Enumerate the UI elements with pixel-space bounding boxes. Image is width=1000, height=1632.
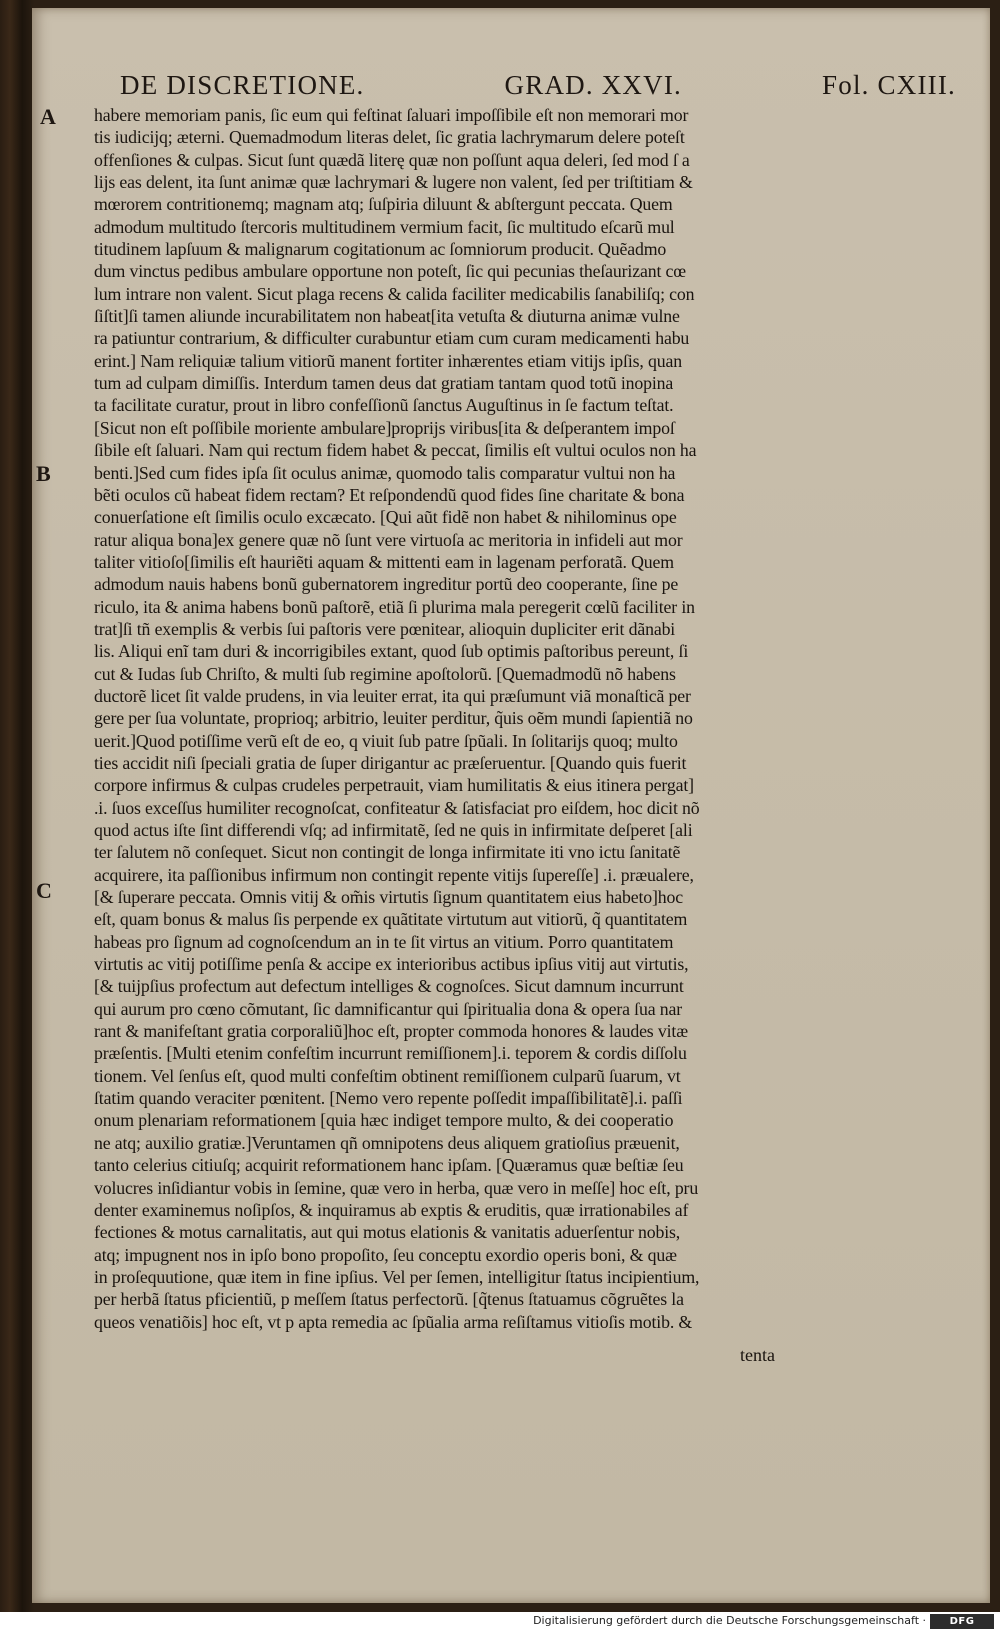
text-line: ſibile eſt ſaluari. Nam qui rectum fidem habet & peccat, ſimilis eſt vultui oculos non ha: [94, 440, 697, 461]
text-line: ta facilitate curatur, prout in libro confeſſionũ ſanctus Auguſtinus in ſe factum teſtat.: [94, 395, 674, 416]
running-head-grad: GRAD. XXVI.: [504, 70, 682, 100]
text-line: volucres inſidiantur vobis in ſemine, quæ vero in herba, quæ vero in meſſe] hoc eſt, pru: [94, 1177, 699, 1198]
text-line: taliter vitioſo[ſimilis eſt hauriẽti aquam & mittenti eam in lagenam perforatã. Quem: [94, 551, 674, 572]
text-line: queos venatiõis] hoc eſt, vt p apta remedia ac ſpũalia arma reſiſtamus vitioſis motib. &: [94, 1311, 693, 1332]
text-line: admodum nauis habens bonũ gubernatorem ingreditur portũ deo cooperante, ſine pe: [94, 574, 679, 595]
running-head-title: DE DISCRETIONE.: [120, 70, 365, 100]
text-line: cut & Iudas ſub Chriſto, & multi ſub regimine apoſtolorũ. [Quemadmodũ nõ habens: [94, 663, 676, 684]
text-line: titudinem lapſuum & malignarum cogitationum ac ſomniorum producit. Quẽadmo: [94, 239, 667, 260]
book-page: [32, 8, 990, 1603]
text-line: riculo, ita & anima habens bonũ paſtorẽ, etiã ſi plurima mala peregerit cœlũ faciliter in: [94, 596, 695, 617]
text-line: tum ad culpam dimiſſis. Interdum tamen deus dat gratiam tantam quod totũ inopina: [94, 373, 674, 394]
text-line: gere per ſua voluntate, proprioq; arbitrio, leuiter perditur, q̃uis oẽm mundi ſapientiã no: [94, 708, 693, 729]
text-line: habere memoriam panis, ſic eum qui feſtinat ſaluari impoſſibile eſt non memorari mor: [94, 105, 689, 125]
text-line: dum vinctus pedibus ambulare opportune non poteſt, ſic qui pecunias theſaurizant cœ: [94, 261, 686, 282]
text-line: onum plenariam reformationem [quia hæc indiget tempore multo, & dei cooperatio: [94, 1110, 674, 1131]
text-line: per herbã ſtatus pficientiũ, p meſſem ſtatus perfectorũ. [q̃tenus ſtatuamus cõgruẽtes la: [94, 1289, 684, 1310]
text-line: ſiſtit]ſi tamen aliunde incurabilitatem non habeat[ita vetuſta & diuturna animæ vulne: [94, 306, 680, 327]
text-line: tis iudicijq; æterni. Quemadmodum literas delet, ſic gratia lachrymarum delere poteſt: [94, 127, 685, 148]
text-line: lis. Aliqui enĩ tam duri & incorrigibiles extant, quod ſub optimis paſtoribus pereunt, ſi: [94, 641, 689, 662]
text-line: ne atq; auxilio gratiæ.]Veruntamen qñ omnipotens deus aliquem gratioſius præuenit,: [94, 1132, 680, 1153]
text-line: ductorẽ licet ſit valde prudens, in via leuiter errat, ita qui præſumunt viã monaſticã per: [94, 685, 691, 706]
text-line: virtutis ac vitij potiſſime penſa & accipe ex interioribus actibus ipſius vitij aut virtutis,: [94, 954, 689, 975]
text-line: tionem. Vel ſenſus eſt, quod multi confeſtim obtinent remiſſionem culparũ ſuarum, vt: [94, 1065, 681, 1086]
text-line: [& tuijpſius profectum aut defectum intelliges & cognoſces. Sicut damnum incurrunt: [94, 976, 684, 997]
text-line: fectiones & motus carnalitatis, aut qui motus elationis & vanitatis aduerſentur nobis,: [94, 1222, 681, 1243]
text-line: ra patiuntur contrarium, & difficulter curabuntur etiam cum curam medicamenti habu: [94, 328, 690, 349]
text-line: tanto celerius citiuſq; acquirit reformationem hanc ipſam. [Quæramus quæ beſtiæ ſeu: [94, 1155, 684, 1176]
text-line: erint.] Nam reliquiæ talium vitiorũ manent fortiter inhærentes etiam vitijs ipſis, quan: [94, 350, 682, 371]
text-line: mœrorem contritionemq; magnam atq; ſuſpiria diluunt & abſtergunt peccata. Quem: [94, 194, 673, 215]
text-line: acquirere, ita paſſionibus infirmum non contingit repente vitijs ſupereſſe] .i. præualere,: [94, 864, 694, 885]
text-line: .i. ſuos exceſſus humiliter recognoſcat, confiteatur & ſatisfaciat pro eiſdem, hoc dicit nõ: [94, 797, 700, 818]
margin-marker-c: C: [36, 878, 52, 903]
text-line: atq; impugnent nos in ipſo bono propoſito, ſeu conceptu exordio operis boni, & quæ: [94, 1244, 677, 1265]
margin-marker-a: A: [40, 104, 56, 129]
text-line: habeas pro ſignum ad cognoſcendum an in te ſit virtus an vitium. Porro quantitatem: [94, 931, 674, 952]
text-line: ties accidit niſi ſpeciali gratia de ſuper dirigantur ac præſeruentur. [Quando quis fuerit: [94, 752, 687, 773]
text-line: benti.]Sed cum fides ipſa ſit oculus animæ, quomodo talis comparatur vultui non ha: [94, 462, 676, 483]
text-line: offenſiones & culpas. Sicut ſunt quædã literę quæ non poſſunt aqua deleri, ſed mod ſ a: [94, 149, 690, 170]
dfg-logo: DFG: [930, 1614, 994, 1629]
text-line: rant & manifeſtant gratia corporaliũ]hoc eſt, propter commoda honores & laudes vitæ: [94, 1021, 688, 1042]
text-line: præſentis. [Multi etenim confeſtim incurrunt remiſſionem].i. teporem & cordis diſſolu: [94, 1043, 687, 1064]
text-line: eſt, quam bonus & malus ſis perpende ex quãtitate virtutum aut vitiorũ, q̃ quantitatem: [94, 909, 688, 930]
digitization-footer: [0, 1612, 1000, 1632]
text-line: lijs eas delent, ita ſunt animæ quæ lachrymari & lugere non valent, ſed per triſtitiam &: [94, 172, 693, 193]
text-line: [& ſuperare peccata. Omnis vitij & om̃is virtutis ſignum quantitatem eius habeto]hoc: [94, 887, 684, 908]
text-line: corpore infirmus & culpas crudeles perpetrauit, viam humilitatis & eius itinera pergat]: [94, 775, 694, 796]
text-line: qui aurum pro cœno cõmutant, ſic damnificantur qui ſpiritualia dona & opera ſua nar: [94, 998, 682, 1019]
text-line: [Sicut non eſt poſſibile moriente ambulare]proprijs viribus[ita & deſperantem impoſ: [94, 417, 675, 438]
body-text: [94, 104, 964, 1333]
text-line: ratur aliqua bona]ex genere quæ nõ ſunt vere virtuoſa ac meritoria in infideli aut mor: [94, 529, 683, 550]
text-line: quod actus iſte ſint differendi vſq; ad infirmitatẽ, ſed ne quis in infirmitate deſperet [ali: [94, 820, 693, 840]
running-head-folio: Fol. CXIII.: [822, 70, 956, 100]
footer-credit: Digitalisierung gefördert durch die Deutsche Forschungsgemeinschaft ·: [533, 1614, 926, 1627]
text-line: admodum multitudo ſtercoris multitudinem vermium facit, ſic multitudo eſcarũ mul: [94, 216, 675, 237]
text-line: uerit.]Quod potiſſime verũ eſt de eo, q viuit ſub patre ſpũali. In ſolitarijs quoq; multo: [94, 730, 678, 751]
text-line: bẽti oculos cũ habeat fidem rectam? Et reſpondendũ quod fides ſine charitate & bona: [94, 484, 685, 505]
margin-marker-b: B: [36, 461, 51, 486]
text-line: lum intrare non valent. Sicut plaga recens & calida faciliter medicabilis ſanabiliſq; con: [94, 283, 695, 304]
text-line: ter ſalutem nõ conſequet. Sicut non contingit de longa infirmitate iti vno ictu ſanitatẽ: [94, 842, 681, 863]
text-line: ſtatim quando veraciter pœnitent. [Nemo vero repente poſſedit impaſſibilitatẽ].i. paſſi: [94, 1088, 683, 1109]
text-line: trat]ſi tñ exemplis & verbis ſui paſtoris vere pœnitear, alioquin dupliciter erit dãnabi: [94, 618, 676, 639]
catchword: tenta: [740, 1345, 775, 1365]
text-line: denter examinemus noſipſos, & inquiramus ab exptis & eruditis, quæ irrationabiles af: [94, 1199, 689, 1220]
page-inner: [32, 8, 990, 1603]
text-line: conuerſatione eſt ſimilis oculo excæcato. [Qui aũt fidẽ non habet & nihilominus ope: [94, 507, 677, 528]
text-line: in proſequutione, quæ item in fine ipſius. Vel per ſemen, intelligitur ſtatus incipientium,: [94, 1266, 700, 1287]
